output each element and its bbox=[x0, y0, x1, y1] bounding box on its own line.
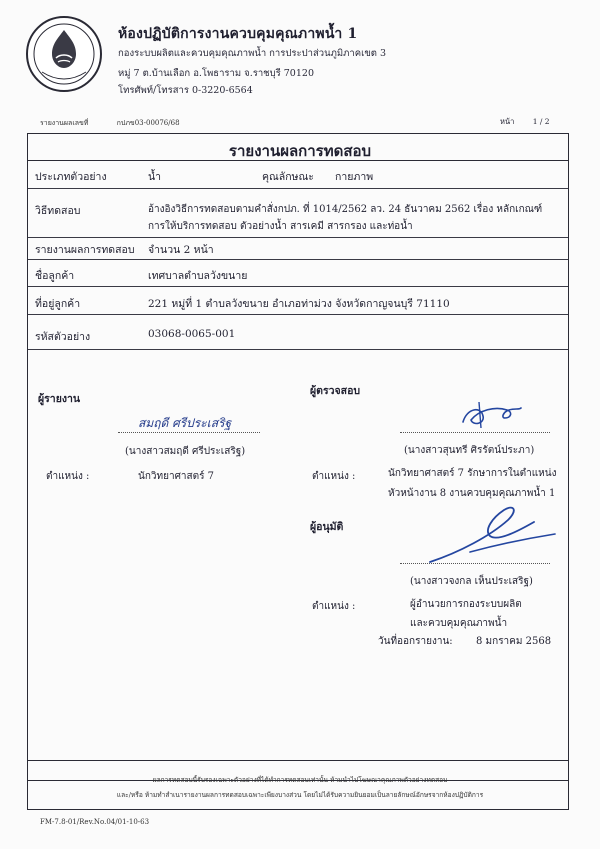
report-title: รายงานผลการทดสอบ bbox=[228, 142, 372, 160]
approver-position-line2: และควบคุมคุณภาพน้ำ bbox=[410, 618, 508, 629]
approver-signature-line bbox=[400, 563, 550, 564]
customer-address-label: ที่อยู่ลูกค้า bbox=[35, 298, 81, 310]
pwa-logo-icon bbox=[24, 14, 104, 94]
row-divider bbox=[28, 188, 568, 189]
reporter-name: (นางสาวสมฤดี ศรีประเสริฐ) bbox=[125, 446, 246, 457]
division-line: กองระบบผลิตและควบคุมคุณภาพน้ำ การประปาส่วนภูมิภาคเขต 3 bbox=[118, 48, 387, 59]
footer-frame bbox=[27, 760, 569, 810]
report-number-label: รายงานผลเลขที่ bbox=[40, 119, 89, 127]
report-number-value: กปภข03-00076/68 bbox=[116, 119, 180, 127]
customer-value: เทศบาลตำบลวังขนาย bbox=[148, 270, 248, 282]
reporter-position-value: นักวิทยาศาสตร์ 7 bbox=[138, 471, 215, 482]
property-value: กายภาพ bbox=[335, 171, 374, 183]
row-divider bbox=[28, 237, 568, 238]
reporter-signature-line bbox=[118, 432, 260, 433]
row-divider bbox=[28, 286, 568, 287]
disclaimer-line2: และ/หรือ ห้ามทำสำเนารายงานผลการทดสอบเฉพาะเพียงบางส่วน โดยไม่ได้รับความยินยอมเป็นลายลักษณ์อักษรจากห้องปฏิบัติการ bbox=[116, 791, 484, 799]
sample-code-label: รหัสตัวอย่าง bbox=[35, 331, 91, 343]
page-number bbox=[500, 116, 550, 128]
disclaimer-line1: ผลการทดสอบนี้รับรองเฉพาะตัวอย่างที่ได้ทำการทดสอบเท่านั้น ห้ามนำไปโฆษณาคุณภาพตัวอย่างทดสอบ bbox=[152, 776, 448, 784]
checker-position-line2: หัวหน้างาน 8 งานควบคุมคุณภาพน้ำ 1 bbox=[388, 488, 556, 499]
page-number-label: หน้า bbox=[500, 117, 515, 126]
sample-type-value: น้ำ bbox=[148, 171, 162, 183]
checker-name: (นางสาวสุนทรี ศิรรัตน์ประภา) bbox=[404, 445, 535, 456]
form-code: FM-7.8-01/Rev.No.04/01-10-63 bbox=[40, 818, 150, 826]
checker-position-line1: นักวิทยาศาสตร์ 7 รักษาการในตำแหน่ง bbox=[388, 468, 557, 479]
report-pages-label: รายงานผลการทดสอบ bbox=[35, 244, 135, 256]
method-value-line2: การให้บริการทดสอบ ตัวอย่างน้ำ สารเคมี สารกรอง และท่อน้ำ bbox=[148, 221, 413, 232]
customer-label: ชื่อลูกค้า bbox=[35, 270, 75, 282]
approver-signature-icon bbox=[410, 500, 560, 568]
issue-date-label: วันที่ออกรายงาน: bbox=[378, 636, 453, 647]
sample-code-value: 03068-0065-001 bbox=[148, 328, 236, 340]
phone-line: โทรศัพท์/โทรสาร 0-3220-6564 bbox=[118, 85, 253, 96]
address-line: หมู่ 7 ต.บ้านเลือก อ.โพธาราม จ.ราชบุรี 70120 bbox=[118, 68, 314, 79]
checker-signature-line bbox=[400, 432, 550, 433]
reporter-signature: สมฤดี ศรีประเสริฐ bbox=[138, 416, 232, 430]
row-divider bbox=[28, 314, 568, 315]
method-label: วิธีทดสอบ bbox=[35, 205, 81, 217]
checker-position-label: ตำแหน่ง : bbox=[312, 471, 356, 482]
checker-section-label: ผู้ตรวจสอบ bbox=[310, 385, 361, 397]
reporter-position-label: ตำแหน่ง : bbox=[46, 471, 90, 482]
approver-section-label: ผู้อนุมัติ bbox=[310, 521, 344, 533]
row-divider bbox=[28, 259, 568, 260]
customer-address-value: 221 หมู่ที่ 1 ตำบลวังขนาย อำเภอท่าม่วง จังหวัดกาญจนบุรี 71110 bbox=[148, 298, 450, 310]
report-number bbox=[40, 118, 180, 129]
approver-name: (นางสาวจงกล เห็นประเสริฐ) bbox=[410, 576, 533, 587]
reporter-section-label: ผู้รายงาน bbox=[38, 393, 81, 405]
checker-signature-icon bbox=[455, 398, 525, 432]
page-number-value: 1 / 2 bbox=[532, 117, 550, 126]
lab-title: ห้องปฏิบัติการงานควบคุมคุณภาพน้ำ 1 bbox=[118, 26, 358, 42]
sample-type-label: ประเภทตัวอย่าง bbox=[35, 171, 107, 183]
report-pages-value: จำนวน 2 หน้า bbox=[148, 244, 214, 256]
property-label: คุณลักษณะ bbox=[262, 171, 314, 183]
issue-date-value: 8 มกราคม 2568 bbox=[476, 636, 552, 647]
approver-position-label: ตำแหน่ง : bbox=[312, 601, 356, 612]
method-value-line1: อ้างอิงวิธีการทดสอบตามคำสั่งกปภ. ที่ 1014/2562 ลว. 24 ธันวาคม 2562 เรื่อง หลักเกณฑ์ bbox=[148, 204, 543, 215]
approver-position-line1: ผู้อำนวยการกองระบบผลิต bbox=[410, 599, 522, 610]
row-divider bbox=[28, 349, 568, 350]
